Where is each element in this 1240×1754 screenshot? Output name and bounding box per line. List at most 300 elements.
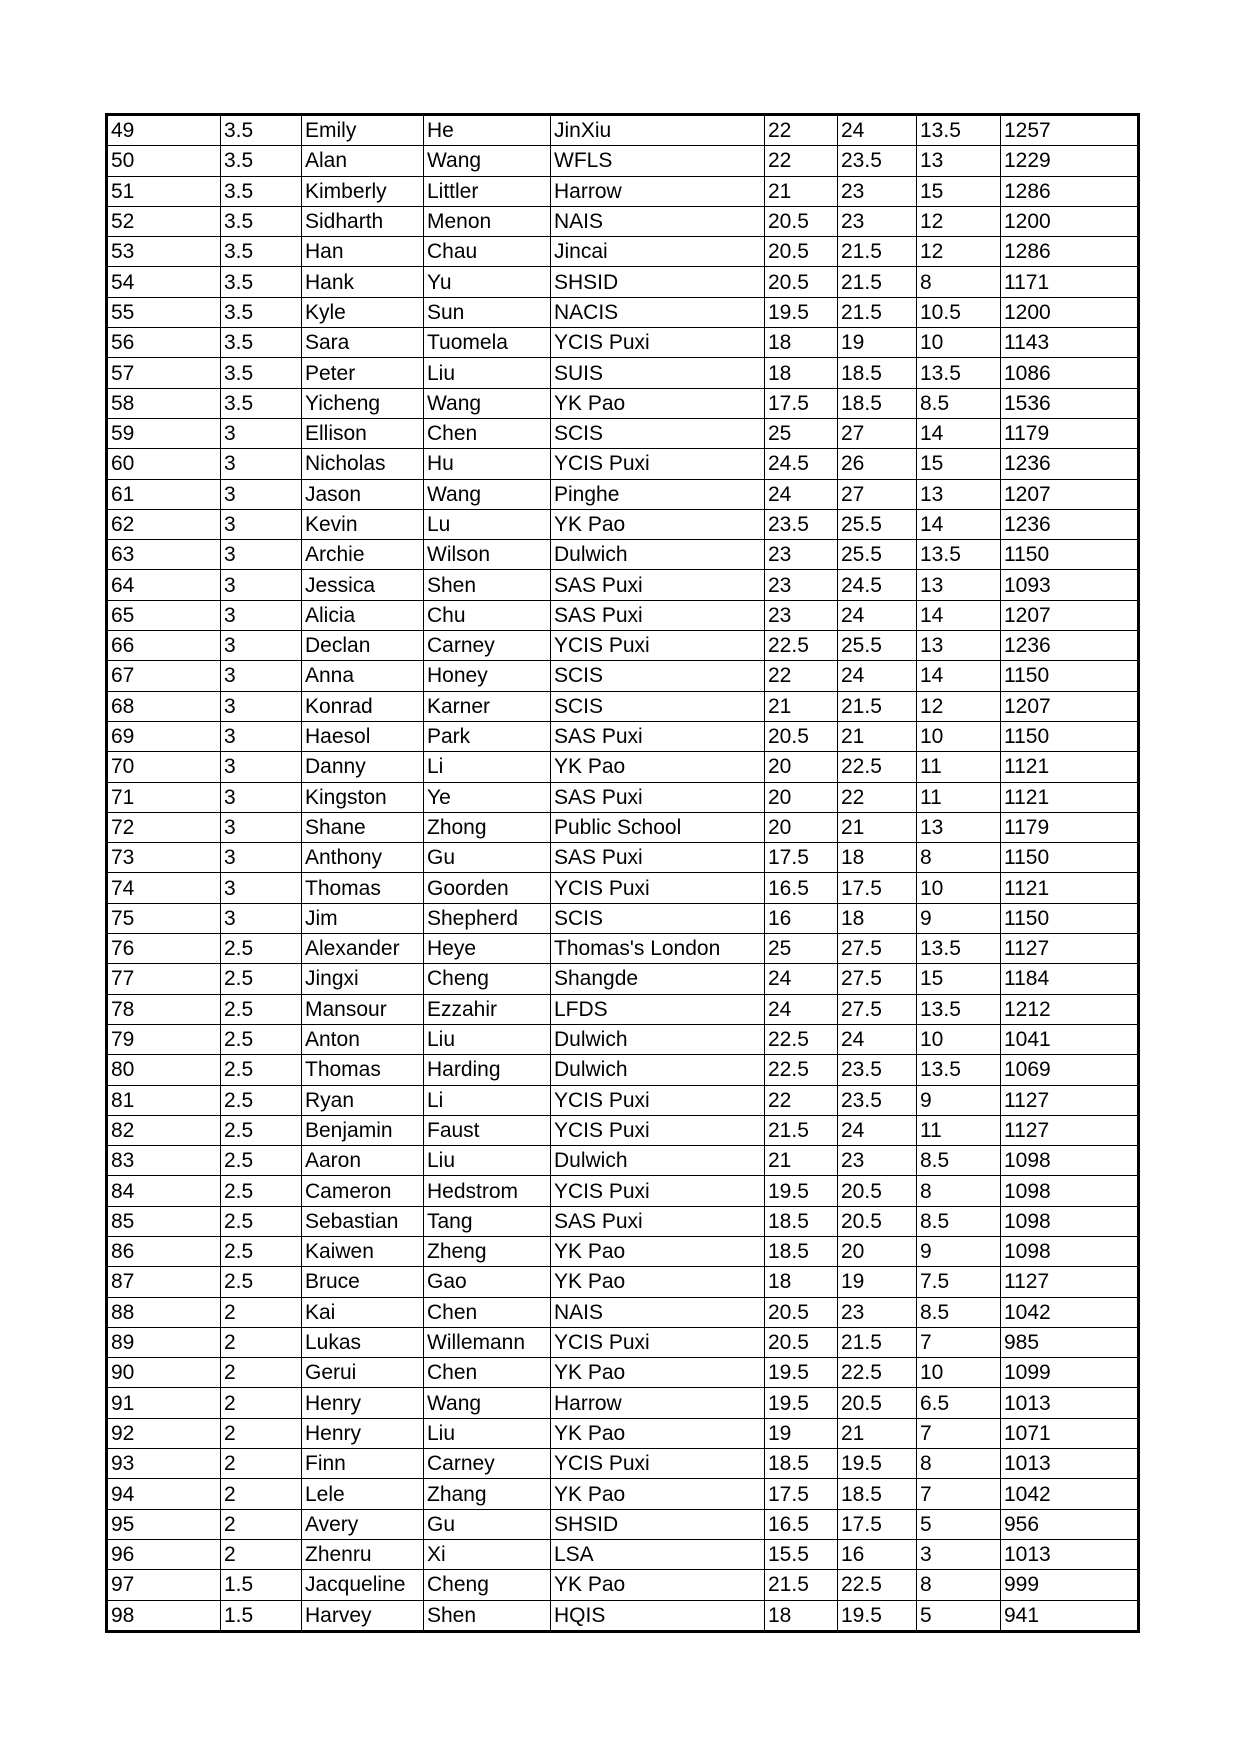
cell-last-name: Yu bbox=[424, 267, 551, 297]
cell-tb3: 10.5 bbox=[917, 297, 1001, 327]
cell-first-name: Aaron bbox=[302, 1146, 424, 1176]
cell-tb3: 13 bbox=[917, 479, 1001, 509]
table-row bbox=[107, 570, 1139, 600]
cell-rating: 1150 bbox=[1001, 661, 1139, 691]
cell-first-name: Danny bbox=[302, 752, 424, 782]
cell-rating: 1121 bbox=[1001, 752, 1139, 782]
cell-last-name: Shepherd bbox=[424, 903, 551, 933]
cell-tb1: 22 bbox=[765, 661, 838, 691]
cell-first-name: Henry bbox=[302, 1418, 424, 1448]
cell-school: YK Pao bbox=[551, 1358, 765, 1388]
cell-school: YCIS Puxi bbox=[551, 1449, 765, 1479]
cell-first-name: Anton bbox=[302, 1024, 424, 1054]
cell-score: 2.5 bbox=[221, 1055, 302, 1085]
cell-rank: 65 bbox=[107, 600, 221, 630]
cell-rank: 52 bbox=[107, 206, 221, 236]
cell-tb3: 9 bbox=[917, 1236, 1001, 1266]
cell-tb1: 20.5 bbox=[765, 1327, 838, 1357]
cell-first-name: Lele bbox=[302, 1479, 424, 1509]
cell-tb3: 15 bbox=[917, 449, 1001, 479]
cell-score: 3 bbox=[221, 631, 302, 661]
cell-rank: 89 bbox=[107, 1327, 221, 1357]
cell-score: 3.5 bbox=[221, 297, 302, 327]
cell-rank: 86 bbox=[107, 1236, 221, 1266]
cell-first-name: Harvey bbox=[302, 1600, 424, 1631]
cell-tb1: 22.5 bbox=[765, 1024, 838, 1054]
table-row bbox=[107, 479, 1139, 509]
cell-school: NAIS bbox=[551, 1297, 765, 1327]
cell-tb2: 23.5 bbox=[838, 146, 917, 176]
cell-rating: 1093 bbox=[1001, 570, 1139, 600]
cell-tb1: 20.5 bbox=[765, 206, 838, 236]
cell-last-name: Wang bbox=[424, 1388, 551, 1418]
cell-score: 3 bbox=[221, 752, 302, 782]
cell-first-name: Gerui bbox=[302, 1358, 424, 1388]
cell-rating: 1042 bbox=[1001, 1479, 1139, 1509]
cell-school: SCIS bbox=[551, 418, 765, 448]
cell-tb2: 17.5 bbox=[838, 873, 917, 903]
cell-tb1: 23 bbox=[765, 600, 838, 630]
cell-school: NAIS bbox=[551, 206, 765, 236]
cell-tb3: 8 bbox=[917, 1449, 1001, 1479]
cell-rank: 87 bbox=[107, 1267, 221, 1297]
cell-tb3: 14 bbox=[917, 661, 1001, 691]
cell-last-name: Wilson bbox=[424, 540, 551, 570]
cell-score: 3.5 bbox=[221, 328, 302, 358]
cell-tb2: 19 bbox=[838, 1267, 917, 1297]
cell-last-name: Liu bbox=[424, 1024, 551, 1054]
cell-rating: 1098 bbox=[1001, 1206, 1139, 1236]
cell-first-name: Thomas bbox=[302, 873, 424, 903]
cell-rating: 1041 bbox=[1001, 1024, 1139, 1054]
cell-score: 3 bbox=[221, 570, 302, 600]
cell-tb2: 22 bbox=[838, 782, 917, 812]
cell-school: Thomas's London bbox=[551, 934, 765, 964]
table-row bbox=[107, 297, 1139, 327]
cell-tb2: 24 bbox=[838, 1115, 917, 1145]
cell-tb3: 8.5 bbox=[917, 1206, 1001, 1236]
cell-first-name: Kai bbox=[302, 1297, 424, 1327]
cell-last-name: Gu bbox=[424, 1509, 551, 1539]
cell-tb1: 18.5 bbox=[765, 1206, 838, 1236]
cell-tb1: 22.5 bbox=[765, 631, 838, 661]
cell-tb2: 25.5 bbox=[838, 631, 917, 661]
cell-first-name: Yicheng bbox=[302, 388, 424, 418]
cell-tb3: 7 bbox=[917, 1479, 1001, 1509]
cell-school: SAS Puxi bbox=[551, 843, 765, 873]
table-row bbox=[107, 1479, 1139, 1509]
cell-tb2: 25.5 bbox=[838, 509, 917, 539]
cell-school: YCIS Puxi bbox=[551, 328, 765, 358]
cell-rank: 75 bbox=[107, 903, 221, 933]
cell-tb1: 20.5 bbox=[765, 237, 838, 267]
cell-tb2: 19.5 bbox=[838, 1449, 917, 1479]
cell-rating: 1257 bbox=[1001, 115, 1139, 146]
cell-tb1: 16 bbox=[765, 903, 838, 933]
cell-tb3: 5 bbox=[917, 1600, 1001, 1631]
cell-first-name: Hank bbox=[302, 267, 424, 297]
cell-score: 2 bbox=[221, 1297, 302, 1327]
cell-tb2: 22.5 bbox=[838, 752, 917, 782]
cell-rank: 98 bbox=[107, 1600, 221, 1631]
cell-tb1: 18.5 bbox=[765, 1236, 838, 1266]
cell-rank: 97 bbox=[107, 1570, 221, 1600]
table-row bbox=[107, 843, 1139, 873]
cell-score: 3.5 bbox=[221, 115, 302, 146]
table-row bbox=[107, 1509, 1139, 1539]
cell-rank: 95 bbox=[107, 1509, 221, 1539]
cell-tb2: 23 bbox=[838, 1146, 917, 1176]
cell-rank: 59 bbox=[107, 418, 221, 448]
table-row bbox=[107, 994, 1139, 1024]
cell-first-name: Bruce bbox=[302, 1267, 424, 1297]
cell-last-name: Chau bbox=[424, 237, 551, 267]
cell-first-name: Lukas bbox=[302, 1327, 424, 1357]
table-row bbox=[107, 721, 1139, 751]
cell-rank: 63 bbox=[107, 540, 221, 570]
cell-last-name: Tuomela bbox=[424, 328, 551, 358]
cell-tb1: 17.5 bbox=[765, 843, 838, 873]
cell-tb1: 23 bbox=[765, 570, 838, 600]
cell-school: HQIS bbox=[551, 1600, 765, 1631]
cell-score: 3.5 bbox=[221, 358, 302, 388]
cell-score: 2.5 bbox=[221, 1085, 302, 1115]
cell-tb3: 12 bbox=[917, 206, 1001, 236]
cell-rank: 49 bbox=[107, 115, 221, 146]
cell-rating: 1071 bbox=[1001, 1418, 1139, 1448]
cell-tb1: 20.5 bbox=[765, 721, 838, 751]
cell-school: Pinghe bbox=[551, 479, 765, 509]
cell-tb1: 20 bbox=[765, 752, 838, 782]
cell-rating: 1150 bbox=[1001, 540, 1139, 570]
cell-tb1: 25 bbox=[765, 418, 838, 448]
cell-tb3: 13.5 bbox=[917, 994, 1001, 1024]
table-body bbox=[107, 115, 1139, 1632]
cell-last-name: Zhong bbox=[424, 812, 551, 842]
cell-rank: 90 bbox=[107, 1358, 221, 1388]
cell-rating: 1099 bbox=[1001, 1358, 1139, 1388]
cell-tb3: 10 bbox=[917, 1024, 1001, 1054]
cell-tb3: 12 bbox=[917, 691, 1001, 721]
cell-school: YK Pao bbox=[551, 1479, 765, 1509]
cell-tb1: 23 bbox=[765, 540, 838, 570]
cell-rank: 51 bbox=[107, 176, 221, 206]
cell-tb1: 22 bbox=[765, 146, 838, 176]
cell-last-name: He bbox=[424, 115, 551, 146]
table-row bbox=[107, 1146, 1139, 1176]
cell-tb2: 21.5 bbox=[838, 237, 917, 267]
cell-rank: 55 bbox=[107, 297, 221, 327]
cell-last-name: Carney bbox=[424, 1449, 551, 1479]
cell-rank: 66 bbox=[107, 631, 221, 661]
cell-tb3: 3 bbox=[917, 1539, 1001, 1569]
cell-score: 3 bbox=[221, 843, 302, 873]
cell-tb1: 24 bbox=[765, 994, 838, 1024]
cell-school: YCIS Puxi bbox=[551, 1327, 765, 1357]
table-row bbox=[107, 1297, 1139, 1327]
cell-last-name: Honey bbox=[424, 661, 551, 691]
cell-last-name: Goorden bbox=[424, 873, 551, 903]
cell-school: YK Pao bbox=[551, 752, 765, 782]
cell-tb2: 26 bbox=[838, 449, 917, 479]
cell-rank: 56 bbox=[107, 328, 221, 358]
cell-first-name: Sidharth bbox=[302, 206, 424, 236]
cell-school: YCIS Puxi bbox=[551, 1085, 765, 1115]
cell-last-name: Xi bbox=[424, 1539, 551, 1569]
cell-score: 3 bbox=[221, 691, 302, 721]
cell-tb2: 18.5 bbox=[838, 1479, 917, 1509]
cell-first-name: Jingxi bbox=[302, 964, 424, 994]
table-row bbox=[107, 1539, 1139, 1569]
cell-tb2: 22.5 bbox=[838, 1570, 917, 1600]
cell-rank: 67 bbox=[107, 661, 221, 691]
cell-first-name: Archie bbox=[302, 540, 424, 570]
cell-tb2: 20.5 bbox=[838, 1206, 917, 1236]
cell-tb1: 24 bbox=[765, 479, 838, 509]
cell-last-name: Hu bbox=[424, 449, 551, 479]
cell-score: 3 bbox=[221, 903, 302, 933]
table-row bbox=[107, 752, 1139, 782]
cell-tb3: 8.5 bbox=[917, 388, 1001, 418]
cell-tb1: 24 bbox=[765, 964, 838, 994]
cell-score: 2.5 bbox=[221, 994, 302, 1024]
cell-tb2: 21.5 bbox=[838, 1327, 917, 1357]
table-row bbox=[107, 1358, 1139, 1388]
cell-rank: 50 bbox=[107, 146, 221, 176]
cell-last-name: Li bbox=[424, 752, 551, 782]
cell-score: 3.5 bbox=[221, 388, 302, 418]
table-row bbox=[107, 964, 1139, 994]
cell-tb2: 18 bbox=[838, 843, 917, 873]
cell-rank: 57 bbox=[107, 358, 221, 388]
cell-tb2: 16 bbox=[838, 1539, 917, 1569]
cell-tb1: 21 bbox=[765, 1146, 838, 1176]
table-row bbox=[107, 509, 1139, 539]
cell-tb2: 23 bbox=[838, 1297, 917, 1327]
cell-score: 3 bbox=[221, 873, 302, 903]
cell-first-name: Kevin bbox=[302, 509, 424, 539]
cell-score: 3.5 bbox=[221, 206, 302, 236]
cell-score: 2 bbox=[221, 1479, 302, 1509]
cell-first-name: Henry bbox=[302, 1388, 424, 1418]
cell-score: 2.5 bbox=[221, 1236, 302, 1266]
cell-tb3: 13.5 bbox=[917, 115, 1001, 146]
cell-score: 3 bbox=[221, 600, 302, 630]
cell-tb2: 27.5 bbox=[838, 994, 917, 1024]
cell-rating: 1286 bbox=[1001, 176, 1139, 206]
cell-score: 2 bbox=[221, 1449, 302, 1479]
table-row bbox=[107, 1418, 1139, 1448]
cell-first-name: Nicholas bbox=[302, 449, 424, 479]
cell-first-name: Kimberly bbox=[302, 176, 424, 206]
cell-tb1: 16.5 bbox=[765, 1509, 838, 1539]
cell-rating: 1236 bbox=[1001, 509, 1139, 539]
cell-first-name: Sara bbox=[302, 328, 424, 358]
cell-last-name: Cheng bbox=[424, 964, 551, 994]
cell-tb2: 21 bbox=[838, 721, 917, 751]
table-row bbox=[107, 115, 1139, 146]
cell-tb3: 13.5 bbox=[917, 934, 1001, 964]
cell-school: Harrow bbox=[551, 176, 765, 206]
cell-rank: 68 bbox=[107, 691, 221, 721]
cell-rank: 85 bbox=[107, 1206, 221, 1236]
cell-tb1: 25 bbox=[765, 934, 838, 964]
cell-last-name: Lu bbox=[424, 509, 551, 539]
table-row bbox=[107, 1206, 1139, 1236]
table-row bbox=[107, 418, 1139, 448]
cell-rank: 84 bbox=[107, 1176, 221, 1206]
table-row bbox=[107, 1176, 1139, 1206]
cell-first-name: Sebastian bbox=[302, 1206, 424, 1236]
cell-rating: 1127 bbox=[1001, 1115, 1139, 1145]
table-row bbox=[107, 782, 1139, 812]
cell-tb2: 27.5 bbox=[838, 934, 917, 964]
cell-school: Shangde bbox=[551, 964, 765, 994]
cell-tb2: 19.5 bbox=[838, 1600, 917, 1631]
cell-tb1: 18.5 bbox=[765, 1449, 838, 1479]
cell-tb3: 8.5 bbox=[917, 1146, 1001, 1176]
cell-school: WFLS bbox=[551, 146, 765, 176]
cell-first-name: Jason bbox=[302, 479, 424, 509]
cell-tb3: 6.5 bbox=[917, 1388, 1001, 1418]
cell-first-name: Peter bbox=[302, 358, 424, 388]
cell-rating: 1098 bbox=[1001, 1176, 1139, 1206]
cell-score: 3 bbox=[221, 721, 302, 751]
cell-tb1: 19.5 bbox=[765, 1388, 838, 1418]
cell-school: Jincai bbox=[551, 237, 765, 267]
cell-first-name: Anna bbox=[302, 661, 424, 691]
cell-tb2: 24 bbox=[838, 600, 917, 630]
cell-rank: 79 bbox=[107, 1024, 221, 1054]
cell-tb1: 17.5 bbox=[765, 388, 838, 418]
cell-tb3: 9 bbox=[917, 1085, 1001, 1115]
cell-score: 2.5 bbox=[221, 1115, 302, 1145]
cell-school: SAS Puxi bbox=[551, 721, 765, 751]
cell-tb1: 20.5 bbox=[765, 1297, 838, 1327]
cell-last-name: Shen bbox=[424, 570, 551, 600]
cell-score: 3 bbox=[221, 782, 302, 812]
table-row bbox=[107, 358, 1139, 388]
cell-school: YCIS Puxi bbox=[551, 1176, 765, 1206]
cell-last-name: Li bbox=[424, 1085, 551, 1115]
cell-score: 3 bbox=[221, 540, 302, 570]
cell-tb1: 17.5 bbox=[765, 1479, 838, 1509]
cell-tb1: 22.5 bbox=[765, 1055, 838, 1085]
cell-tb3: 10 bbox=[917, 328, 1001, 358]
cell-tb3: 10 bbox=[917, 1358, 1001, 1388]
cell-last-name: Chen bbox=[424, 418, 551, 448]
cell-rating: 956 bbox=[1001, 1509, 1139, 1539]
cell-last-name: Wang bbox=[424, 388, 551, 418]
cell-school: SAS Puxi bbox=[551, 600, 765, 630]
cell-school: YK Pao bbox=[551, 1236, 765, 1266]
table-row bbox=[107, 812, 1139, 842]
cell-school: YK Pao bbox=[551, 1267, 765, 1297]
cell-school: Dulwich bbox=[551, 1055, 765, 1085]
cell-rating: 1143 bbox=[1001, 328, 1139, 358]
cell-rank: 96 bbox=[107, 1539, 221, 1569]
table-row bbox=[107, 176, 1139, 206]
cell-tb2: 19 bbox=[838, 328, 917, 358]
cell-tb2: 20.5 bbox=[838, 1176, 917, 1206]
cell-tb1: 16.5 bbox=[765, 873, 838, 903]
table-row bbox=[107, 449, 1139, 479]
cell-tb3: 7 bbox=[917, 1418, 1001, 1448]
table-row bbox=[107, 1024, 1139, 1054]
cell-rank: 94 bbox=[107, 1479, 221, 1509]
cell-tb2: 18.5 bbox=[838, 388, 917, 418]
cell-score: 2.5 bbox=[221, 1176, 302, 1206]
cell-first-name: Han bbox=[302, 237, 424, 267]
cell-first-name: Kingston bbox=[302, 782, 424, 812]
cell-rank: 74 bbox=[107, 873, 221, 903]
cell-first-name: Finn bbox=[302, 1449, 424, 1479]
table-row bbox=[107, 1055, 1139, 1085]
cell-tb2: 23.5 bbox=[838, 1055, 917, 1085]
cell-tb1: 18 bbox=[765, 328, 838, 358]
cell-last-name: Chu bbox=[424, 600, 551, 630]
results-table bbox=[105, 113, 1140, 1633]
table-row bbox=[107, 903, 1139, 933]
cell-first-name: Emily bbox=[302, 115, 424, 146]
cell-school: SHSID bbox=[551, 1509, 765, 1539]
cell-rating: 985 bbox=[1001, 1327, 1139, 1357]
cell-school: Dulwich bbox=[551, 540, 765, 570]
cell-first-name: Jessica bbox=[302, 570, 424, 600]
table-row bbox=[107, 267, 1139, 297]
cell-tb3: 12 bbox=[917, 237, 1001, 267]
cell-first-name: Alexander bbox=[302, 934, 424, 964]
cell-rating: 1184 bbox=[1001, 964, 1139, 994]
cell-last-name: Hedstrom bbox=[424, 1176, 551, 1206]
cell-first-name: Thomas bbox=[302, 1055, 424, 1085]
cell-rank: 62 bbox=[107, 509, 221, 539]
cell-rating: 1286 bbox=[1001, 237, 1139, 267]
cell-school: SAS Puxi bbox=[551, 782, 765, 812]
table-row bbox=[107, 540, 1139, 570]
cell-rank: 69 bbox=[107, 721, 221, 751]
cell-tb1: 18 bbox=[765, 1267, 838, 1297]
cell-rank: 92 bbox=[107, 1418, 221, 1448]
table-row bbox=[107, 1236, 1139, 1266]
cell-tb2: 23 bbox=[838, 206, 917, 236]
cell-rating: 1179 bbox=[1001, 418, 1139, 448]
cell-school: SCIS bbox=[551, 903, 765, 933]
cell-rank: 71 bbox=[107, 782, 221, 812]
cell-rank: 70 bbox=[107, 752, 221, 782]
cell-rating: 999 bbox=[1001, 1570, 1139, 1600]
cell-last-name: Littler bbox=[424, 176, 551, 206]
cell-tb2: 24 bbox=[838, 661, 917, 691]
cell-rating: 1236 bbox=[1001, 631, 1139, 661]
cell-tb3: 15 bbox=[917, 964, 1001, 994]
cell-tb3: 14 bbox=[917, 600, 1001, 630]
cell-tb1: 19 bbox=[765, 1418, 838, 1448]
cell-rating: 1171 bbox=[1001, 267, 1139, 297]
cell-last-name: Gao bbox=[424, 1267, 551, 1297]
table-row bbox=[107, 1267, 1139, 1297]
cell-tb1: 19.5 bbox=[765, 297, 838, 327]
cell-last-name: Liu bbox=[424, 1146, 551, 1176]
cell-tb2: 24 bbox=[838, 115, 917, 146]
cell-first-name: Avery bbox=[302, 1509, 424, 1539]
cell-tb3: 11 bbox=[917, 782, 1001, 812]
cell-last-name: Menon bbox=[424, 206, 551, 236]
table-row bbox=[107, 388, 1139, 418]
cell-tb3: 14 bbox=[917, 509, 1001, 539]
cell-school: SAS Puxi bbox=[551, 570, 765, 600]
cell-first-name: Haesol bbox=[302, 721, 424, 751]
